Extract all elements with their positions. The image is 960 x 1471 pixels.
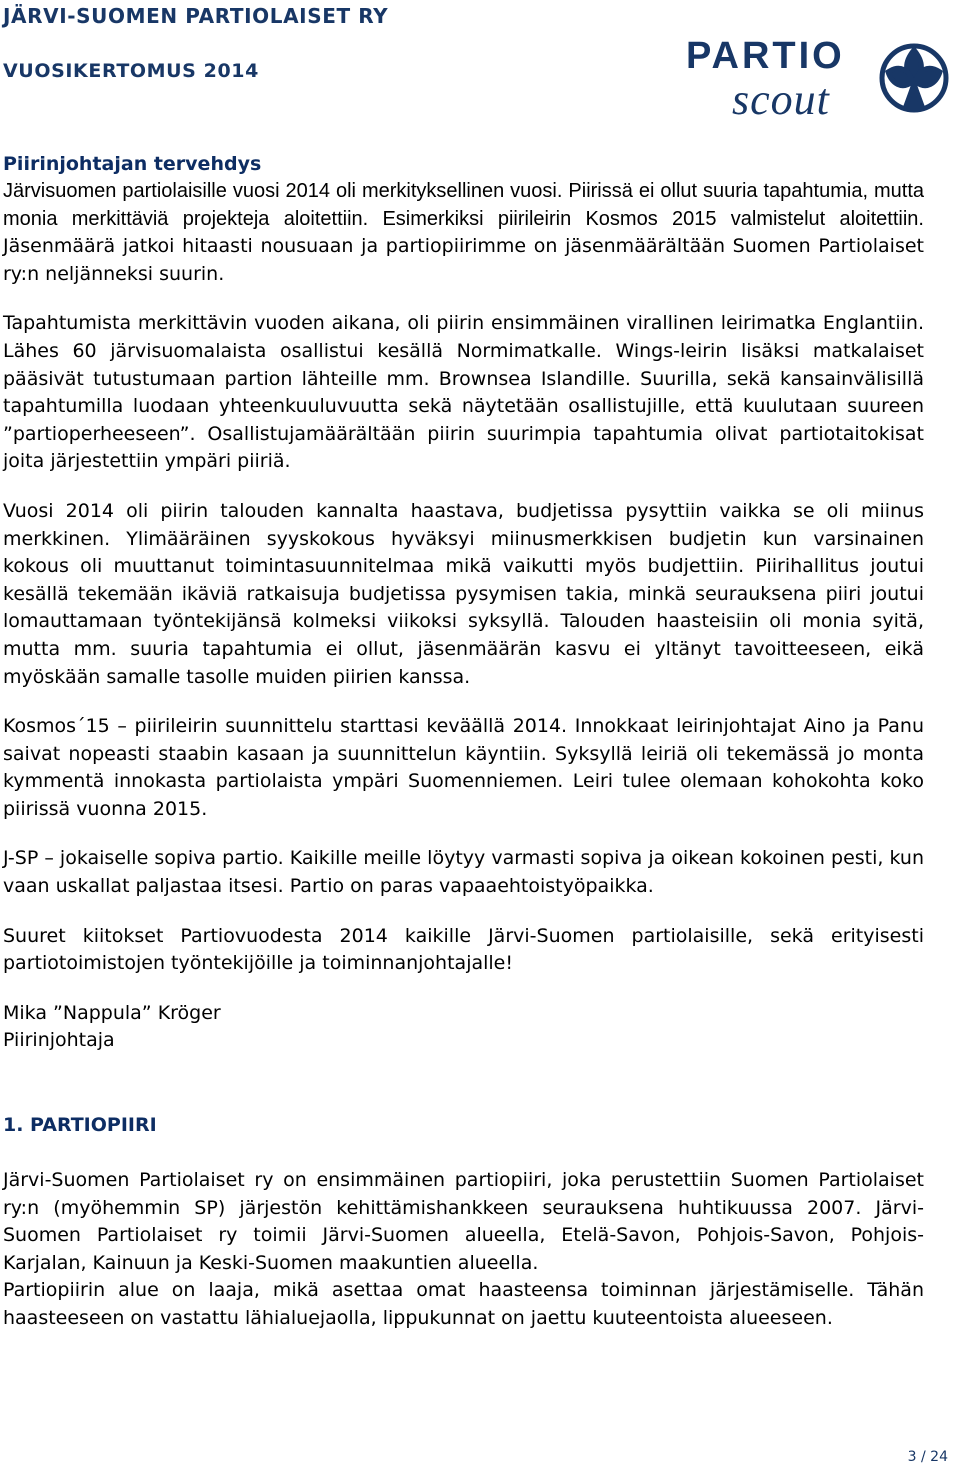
section-paragraph-2: Partiopiirin alue on laaja, mikä asettaa omat haasteensa toiminnan järjestämiselle. Tähän haasteeseen on vastattu lähialuejaolla, lippukunnat on jaettu kuuteentoista alueeseen. bbox=[3, 1279, 924, 1329]
organization-title: JÄRVI-SUOMEN PARTIOLAISET RY bbox=[3, 4, 389, 28]
logo-text-scout: scout bbox=[732, 75, 830, 124]
section-paragraph-1: Järvi-Suomen Partiolaiset ry on ensimmäinen partiopiiri, joka perustettiin Suomen Partiolaiset ry:n (myöhemmin SP) järjestön kehittämishankkeen seurauksena huhtikuussa 2007. Järvi-Suomen Partiolaiset ry toimii Järvi-Suomen alueella, Etelä-Savon, Pohjois-Savon, Pohjois-Karjalan, Kainuun ja Keski-Suomen maakuntien alueella. bbox=[3, 1169, 924, 1274]
greeting-paragraph-3: Vuosi 2014 oli piirin talouden kannalta haastava, budjetissa pysyttiin vaikka se oli miinus merkkinen. Ylimääräinen syyskokous hyväksyi miinusmerkkisen budjetin kun varsinainen kokous oli muuttanut toimintasuunnitelmaa mikä vaikutti myös budjettiin. Piirihallitus joutui kesällä tekemään ikäviä ratkaisuja budjetissa pysymisen takia, minkä seurauksena piiri joutui lomauttamaan työntekijänsä kolmeksi viikoksi syksyllä. Talouden haasteisiin oli monia syitä, mutta mm. suuria tapahtumia ei ollut, jäsenmäärän kasvu ei yltänyt tavoitteeseen, eikä myöskään samalle tasolle muiden piirien kanssa. bbox=[3, 499, 924, 688]
greeting-paragraph-1-start: Järvisuomen partiolaisille vuosi 2014 oli merkityksellinen vuosi. Piirissä ei ollut suuria tapahtumia, mutta monia merkittäviä projekteja aloitettiin. Esimerkiksi piirileirin Kosmos 2015 valmistelut aloitettiin. bbox=[3, 180, 924, 230]
greeting-paragraph-6: Suuret kiitokset Partiovuodesta 2014 kaikille Järvi-Suomen partiolaisille, sekä erityisesti partiotoimistojen työntekijöille ja toiminnanjohtajalle! bbox=[3, 924, 924, 975]
greeting-paragraph-4: Kosmos´15 – piirileirin suunnittelu starttasi keväällä 2014. Innokkaat leirinjohtajat Aino ja Panu saivat nopeasti staabin kasaan ja suunnittelun käyntiin. Syksyllä leiriä oli tekemässä jo monta kymmentä innokasta partiolaista ympäri Suomenniemen. Leiri tulee olemaan kohokohta koko piirissä vuonna 2015. bbox=[3, 715, 924, 820]
signature-role: Piirinjohtaja bbox=[3, 1029, 115, 1052]
page-number: 3 / 24 bbox=[907, 1449, 948, 1465]
document-body bbox=[3, 150, 924, 1333]
signature-name: Mika ”Nappula” Kröger bbox=[3, 1001, 221, 1024]
greeting-paragraph-1-end: Jäsenmäärä jatkoi hitaasti nousuaan ja partiopiirimme on jäsenmäärältään Suomen Partiolaiset ry:n neljänneksi suurin. bbox=[3, 235, 924, 285]
greeting-paragraph-5: J-SP – jokaiselle sopiva partio. Kaikille meille löytyy varmasti sopiva ja oikean kokoinen pesti, kun vaan uskallat paljastaa itsesi. Partio on paras vapaaehtoistyöpaikka. bbox=[3, 847, 924, 898]
section-heading-partiopiiri: 1. PARTIOPIIRI bbox=[3, 1114, 157, 1137]
greeting-paragraph-1 bbox=[3, 178, 924, 288]
report-title: VUOSIKERTOMUS 2014 bbox=[3, 60, 259, 82]
greeting-heading: Piirinjohtajan tervehdys bbox=[3, 153, 262, 175]
greeting-paragraph-2: Tapahtumista merkittävin vuoden aikana, oli piirin ensimmäinen virallinen leirimatka Englantiin. Lähes 60 järvisuomalaista osallistui kesällä Normimatkalle. Wings-leirin lisäksi matkalaiset pääsivät tutustumaan partion lähteille mm. Brownsea Islandille. Suurilla, sekä kansainvälisillä tapahtumilla luodaan yhteenkuuluvuutta sekä näytetään osallistujille, että kuulutaan suureen ”partioperheeseen”. Osallistujamäärältään piirin suurimpia tapahtumia olivat partiotaitokisat joita järjestettiin ympäri piiriä. bbox=[3, 312, 924, 473]
logo-text-partio: PARTIO bbox=[686, 35, 845, 77]
partio-scout-logo bbox=[684, 22, 956, 132]
fleur-de-lis-icon bbox=[882, 46, 946, 110]
